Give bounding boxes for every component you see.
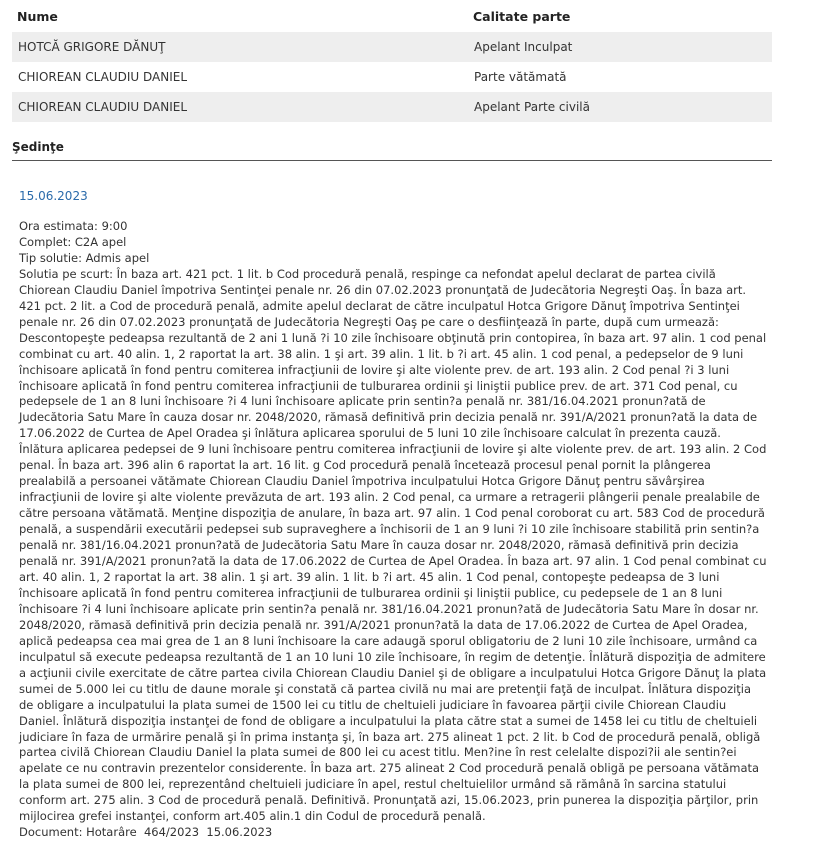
session-panel: Complet: C2A apel xyxy=(19,234,127,249)
parties-header-row xyxy=(12,0,772,32)
session-estimated-time: Ora estimata: 9:00 xyxy=(19,219,128,233)
party-role: Parte vătămată xyxy=(474,70,567,84)
session-document: Document: Hotarâre 464/2023 15.06.2023 xyxy=(19,825,273,840)
sessions-section-title: Şedinţe xyxy=(12,140,772,161)
column-header-role: Calitate parte xyxy=(473,8,571,24)
party-row xyxy=(12,32,772,62)
column-header-name: Nume xyxy=(17,8,58,24)
party-name: CHIOREAN CLAUDIU DANIEL xyxy=(18,70,188,84)
session-date-link[interactable]: 15.06.2023 xyxy=(19,189,88,203)
party-name: CHIOREAN CLAUDIU DANIEL xyxy=(12,92,468,122)
party-role: Apelant Inculpat xyxy=(468,32,772,62)
session-details xyxy=(19,219,767,841)
session-solution-type: Tip solutie: Admis apel xyxy=(19,250,150,265)
party-name: HOTCĂ GRIGORE DĂNUŢ xyxy=(12,32,468,62)
party-row xyxy=(12,62,772,92)
session-solution-summary: Solutia pe scurt: În baza art. 421 pct. 1 lit. b Cod procedură penală, respinge ca nefondat apelul declarat de partea civilă Chiorean Claudiu Daniel împotriva Sentinţei penale nr. 26 din 07.02.2023 pronunţată de Judecătoria Negreşti Oaş. În baza art. 421 pct. 2 lit. a Cod de procedură penală, admite apelul declarat de către inculpatul Hotca Grigore Dănuţ împotriva Sentinţei penale nr. 26 din 07.02.2023 pronunţată de Judecătoria Negreşti Oaş pe care o desfiinţează în parte, după cum urmează: Descontopeşte pedeapsa rezultantă de 2 ani 1 lună ?i 10 zile închisoare obţinută prin contopirea, în baza art. 97 alin. 1 cod penal combinat cu art. 40 alin. 1, 2 raportat la art. 38 alin. 1 şi art. 39 alin. 1 lit. b ?i art. 45 alin. 1 cod penal, a pedepselor de 9 luni închisoare aplicată în fond pentru comiterea infracţiunii de lovire şi alte violente prev. de art. 193 alin. 2 Cod penal ?i 3 luni închisoare aplicată în fond pentru comiterea infracţiunii de tulburarea ordinii şi liniştii publice prev. de art. 371 Cod penal, cu pedepsele de 1 an 8 luni închisoare ?i 4 luni închisoare aplicate prin sentin?a penală nr. 381/16.04.2021 pronun?ată de Judecătoria Satu Mare în cauza dosar nr. 2048/2020, rămasă definitivă prin decizia penală nr. 391/A/2021 pronun?ată la data de 17.06.2022 de Curtea de Apel Oradea şi înlătura aplicarea sporului de 5 luni 10 zile închisoare calculat în prezenta cauză. Înlătura aplicarea pedepsei de 9 luni închisoare pentru comiterea infracţiunii de lovire şi alte violente prev. de art. 193 alin. 2 Cod penal. În baza art. 396 alin 6 raportat la art. 16 lit. g Cod procedură penală încetează procesul penal pornit la plângerea prealabilă a persoanei vătămate Chiorean Claudiu Daniel împotriva inculpatului Hotca Grigore Dănuţ pentru săvârşirea infracţiunii de lovire şi alte violente prevăzuta de art. 193 alin. 2 Cod penal, ca urmare a retragerii plângerii penale prealabile de către persoana vătămată. Menţine dispoziţia de anulare, în baza art. 97 alin. 1 Cod penal coroborat cu art. 583 Cod de procedură penală, a suspendării executării pedepsei sub supraveghere a închisorii de 1 an 9 luni ?i 10 zile închisoare stabilită prin sentin?a penală nr. 381/16.04.2021 pronun?ată de Judecătoria Satu Mare în cauza dosar nr. 2048/2020, rămasă definitivă prin decizia penală nr. 391/A/2021 pronun?ată la data de 17.06.2022 de Curtea de Apel Oradea. În baza art. 97 alin. 1 Cod penal combinat cu art. 40 alin. 1, 2 raportat la art. 38 alin. 1 şi art. 39 alin. 1 lit. b ?i art. 45 alin. 1 Cod penal, contopeşte pedeapsa de 3 luni închisoare aplicată în fond pentru comiterea infracţiunii de tulburarea ordinii şi liniştii publice, cu pedepsele de 1 an 8 luni închisoare ?i 4 luni închisoare aplicate prin sentin?a penală nr. 381/16.04.2021 pronun?ată de Judecătoria Satu Mare în dosar nr. 2048/2020, rămasă definitivă prin decizia penală nr. 391/A/2021 pronun?ată la data de 17.06.2022 de Curtea de Apel Oradea, aplică pedeapsa cea mai grea de 1 an 8 luni închisoare la care adaugă sporul obligatoriu de 2 luni 10 zile închisoare, urmând ca inculpatul să execute pedeapsa rezultantă de 1 an 10 luni 10 zile închisoare, în regim de detenţie. Înlătură dispoziţia de admitere a acţiunii civile exercitate de către partea civila Chiorean Claudiu Daniel şi de obligare a inculpatului Hotca Grigore Dănuţ la plata sumei de 5.000 lei cu titlu de daune morale şi constată că partea civilă nu mai are pretenţii faţă de inculpat. Înlătura dispoziţia de obligare a inculpatului la plata sumei de 1500 lei cu titlu de cheltuieli judiciare în favoarea părţii civile Chiorean Claudiu Daniel. Înlătură dispoziţia instanţei de fond de obligare a inculpatului la plata către stat a sumei de 1458 lei cu titlu de cheltuieli judiciare în faza de urmărire penală şi în prima instanţa şi, în baza art. 275 alineat 1 pct. 2 lit. b Cod de procedură penală, obligă partea civilă Chiorean Claudiu Daniel la plata sumei de 800 lei cu acest titlu. Men?ine în rest celelalte dispozi?ii ale sentin?ei apelate ce nu contravin prezentelor considerente. În baza art. 275 alineat 2 Cod procedură penală obligă pe persoana vătămata la plata sumei de 800 lei, reprezentând cheltuieli judiciare în apel, restul cheltuielilor urmând să rămână în sarcina statului conform art. 275 alin. 3 Cod de procedură penală. Definitivă. Pronunţată azi, 15.06.2023, prin punerea la dispoziţia părţilor, prin mijlocirea grefei instanţei, conform art.405 alin.1 din Codul de procedură penală. xyxy=(19,266,767,824)
party-row xyxy=(12,92,772,122)
party-role: Apelant Parte civilă xyxy=(468,92,772,122)
parties-table xyxy=(12,0,772,122)
